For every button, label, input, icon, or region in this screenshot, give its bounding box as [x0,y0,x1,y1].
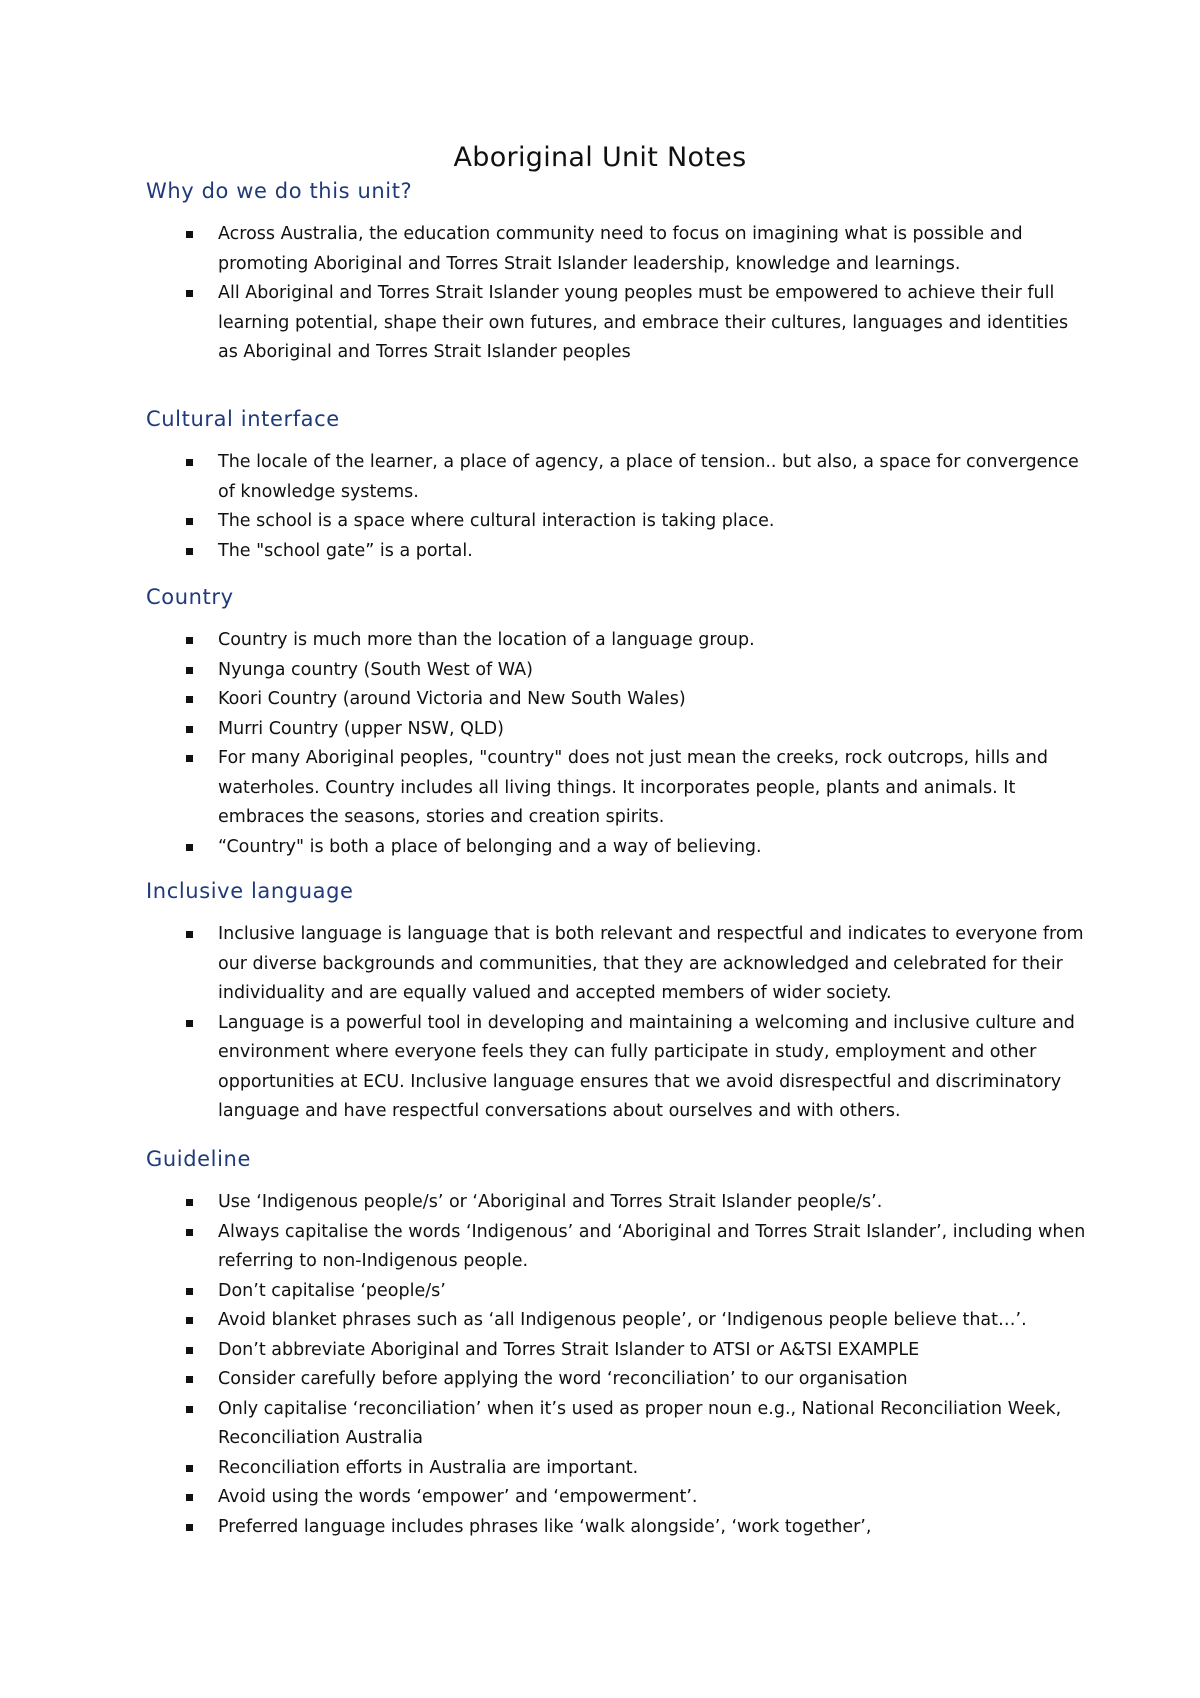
square-bullet-icon [186,637,193,644]
square-bullet-icon [186,844,193,851]
bullet-list [146,626,1086,862]
square-bullet-icon [186,1199,193,1206]
list-item: The locale of the learner, a place of agency, a place of tension.. but also, a space for convergence of knowledge systems. [146,448,1086,507]
square-bullet-icon [186,1347,193,1354]
square-bullet-icon [186,755,193,762]
list-item: Country is much more than the location of a language group. [146,626,1086,656]
list-item: Only capitalise ‘reconciliation’ when it’s used as proper noun e.g., National Reconciliation Week, Reconciliation Australia [146,1395,1086,1454]
section-cultural-interface [146,404,1086,566]
list-item: Don’t capitalise ‘people/s’ [146,1277,1086,1307]
document-title: Aboriginal Unit Notes [453,142,747,173]
bullet-list [146,920,1086,1127]
square-bullet-icon [186,1494,193,1501]
square-bullet-icon [186,548,193,555]
list-item: The school is a space where cultural interaction is taking place. [146,507,1086,537]
square-bullet-icon [186,231,193,238]
square-bullet-icon [186,459,193,466]
square-bullet-icon [186,1020,193,1027]
list-item: For many Aboriginal peoples, "country" does not just mean the creeks, rock outcrops, hills and waterholes. Country includes all living things. It incorporates people, plants and animals. It embraces the seasons, stories and creation spirits. [146,744,1086,833]
section-heading: Why do we do this unit? [146,179,413,203]
section-heading: Guideline [146,1147,251,1171]
square-bullet-icon [186,667,193,674]
square-bullet-icon [186,1317,193,1324]
list-item: Murri Country (upper NSW, QLD) [146,715,1086,745]
square-bullet-icon [186,1406,193,1413]
list-item: Reconciliation efforts in Australia are important. [146,1454,1086,1484]
bullet-list [146,1188,1086,1542]
square-bullet-icon [186,931,193,938]
section-why-unit [146,176,1086,368]
list-item: Across Australia, the education community need to focus on imagining what is possible and promoting Aboriginal and Torres Strait Islander leadership, knowledge and learnings. [146,220,1086,279]
list-item: The "school gate” is a portal. [146,537,1086,567]
list-item: Use ‘Indigenous people/s’ or ‘Aboriginal and Torres Strait Islander people/s’. [146,1188,1086,1218]
list-item: Nyunga country (South West of WA) [146,656,1086,686]
list-item: Language is a powerful tool in developing and maintaining a welcoming and inclusive culture and environment where everyone feels they can fully participate in study, employment and other opportunities at ECU. Inclusive language ensures that we avoid disrespectful and discriminatory language and have respectful conversations about ourselves and with others. [146,1009,1086,1127]
list-item: Avoid using the words ‘empower’ and ‘empowerment’. [146,1483,1086,1513]
list-item: “Country" is both a place of belonging and a way of believing. [146,833,1086,863]
square-bullet-icon [186,1465,193,1472]
section-heading: Cultural interface [146,407,340,431]
list-item: Inclusive language is language that is both relevant and respectful and indicates to everyone from our diverse backgrounds and communities, that they are acknowledged and celebrated for their individuality and are equally valued and accepted members of wider society. [146,920,1086,1009]
section-heading: Country [146,585,234,609]
list-item: Don’t abbreviate Aboriginal and Torres Strait Islander to ATSI or A&TSI EXAMPLE [146,1336,1086,1366]
section-country [146,582,1086,862]
square-bullet-icon [186,696,193,703]
list-item: All Aboriginal and Torres Strait Islander young peoples must be empowered to achieve their full learning potential, shape their own futures, and embrace their cultures, languages and identities as Aboriginal and Torres Strait Islander peoples [146,279,1086,368]
bullet-list [146,220,1086,368]
list-item: Avoid blanket phrases such as ‘all Indigenous people’, or ‘Indigenous people believe that…’. [146,1306,1086,1336]
square-bullet-icon [186,1524,193,1531]
square-bullet-icon [186,1229,193,1236]
section-heading: Inclusive language [146,879,354,903]
square-bullet-icon [186,726,193,733]
square-bullet-icon [186,290,193,297]
square-bullet-icon [186,1376,193,1383]
section-inclusive-language [146,876,1086,1127]
square-bullet-icon [186,518,193,525]
list-item: Koori Country (around Victoria and New South Wales) [146,685,1086,715]
list-item: Consider carefully before applying the word ‘reconciliation’ to our organisation [146,1365,1086,1395]
square-bullet-icon [186,1288,193,1295]
list-item: Always capitalise the words ‘Indigenous’ and ‘Aboriginal and Torres Strait Islander’, including when referring to non-Indigenous people. [146,1218,1086,1277]
list-item: Preferred language includes phrases like ‘walk alongside’, ‘work together’, [146,1513,1086,1543]
bullet-list [146,448,1086,566]
section-guideline [146,1144,1086,1542]
